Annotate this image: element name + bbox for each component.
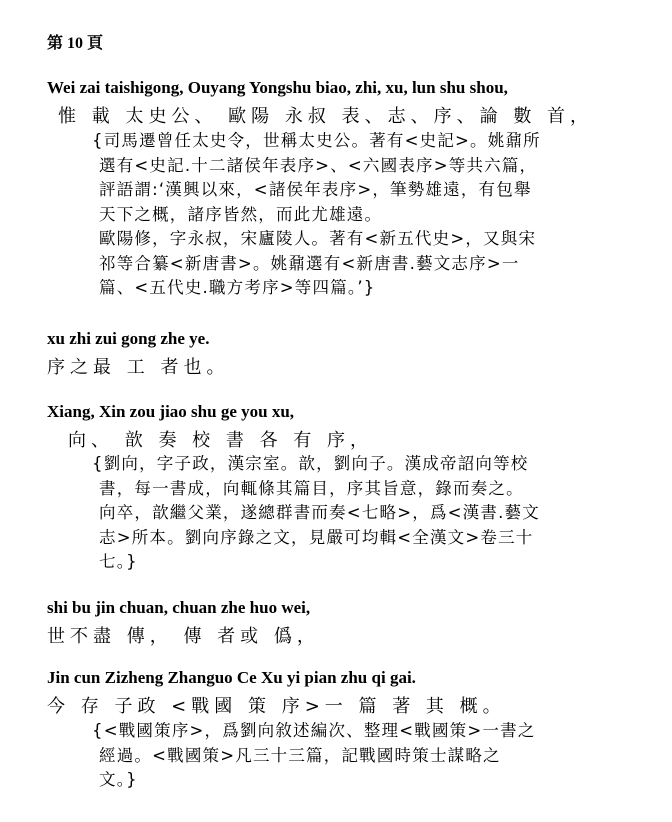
pinyin-line: shi bu jin chuan, chuan zhe huo wei,	[47, 598, 311, 617]
commentary-line: 評語謂:‘漢興以來，<諸侯年表序>，筆勢雄遠，有包舉	[99, 180, 532, 199]
commentary-line: {<戰國策序>，爲劉向敘述編次、整理<戰國策>一書之	[92, 721, 536, 740]
commentary-line: {司馬遷曾任太史令，世稱太史公。著有<史記>。姚鼐所	[92, 131, 541, 150]
hanzi-line: 向、 歆 奏 校 書 各 有 序，	[68, 430, 374, 451]
hanzi-line: 今 存 子政 <戰國 策 序>一 篇 著 其 概。	[47, 696, 506, 717]
hanzi-line: 世不盡 傳， 傳 者或 僞，	[47, 626, 320, 647]
pinyin-line: Xiang, Xin zou jiao shu ge you xu,	[47, 402, 295, 421]
hanzi-line: 序之最 工 者也。	[47, 357, 230, 378]
commentary-line: 天下之概，諸序皆然，而此尤雄遠。	[99, 204, 383, 224]
commentary-line: {劉向，字子政，漢宗室。歆，劉向子。漢成帝詔向等校	[92, 454, 529, 473]
commentary	[92, 129, 667, 301]
commentary-line: 祁等合纂<新唐書>。姚鼐選有<新唐書.藝文志序>一	[99, 253, 520, 273]
commentary-line: 經過。<戰國策>凡三十三篇，記戰國時策士謀略之	[99, 745, 501, 765]
hanzi-line: 惟 載 太史公、 歐陽 永叔 表、志、序、論 數 首，	[58, 106, 594, 127]
page-number-header: 第 10 頁	[47, 35, 104, 52]
commentary-line: 篇、<五代史.職方考序>等四篇。’}	[99, 278, 376, 297]
commentary-line: 文。}	[99, 770, 138, 789]
commentary-line: 選有<史記.十二諸侯年表序>、<六國表序>等共六篇，	[99, 155, 538, 175]
commentary	[92, 452, 667, 575]
commentary-line: 歐陽修，字永叔，宋廬陵人。著有<新五代史>，又與宋	[99, 229, 537, 248]
commentary-line: 書，每一書成，向輒條其篇目，序其旨意，錄而奏之。	[99, 478, 524, 498]
commentary-line: 七。}	[99, 552, 138, 571]
pinyin-line: Jin cun Zizheng Zhanguo Ce Xu yi pian zhu qi gai.	[47, 668, 416, 687]
pinyin-line: Wei zai taishigong, Ouyang Yongshu biao, zhi, xu, lun shu shou,	[47, 78, 508, 97]
commentary-line: 志>所本。劉向序錄之文，見嚴可均輯<全漢文>卷三十	[99, 527, 534, 547]
commentary-line: 向卒，歆繼父業，遂總群書而奏<七略>，爲<漢書.藝文	[99, 503, 540, 522]
commentary	[92, 719, 667, 793]
pinyin-line: xu zhi zui gong zhe ye.	[47, 329, 210, 348]
